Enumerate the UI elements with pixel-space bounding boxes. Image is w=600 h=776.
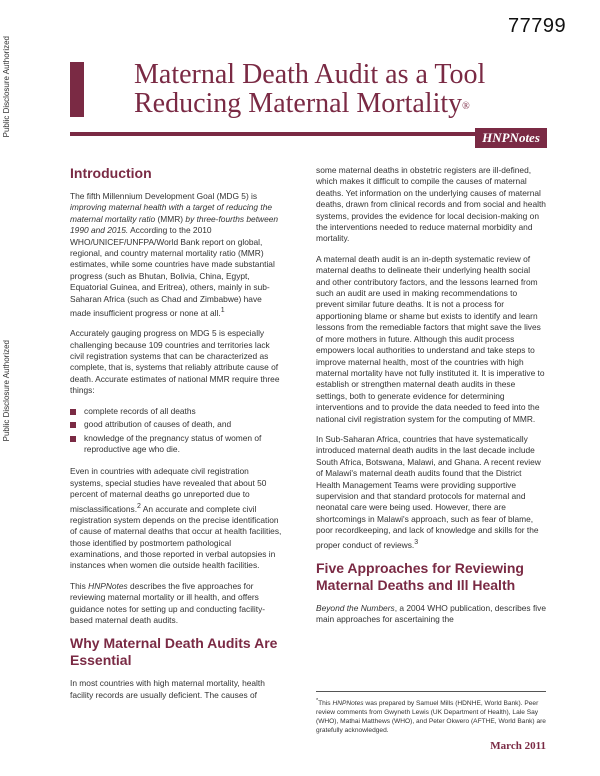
list-item	[70, 406, 284, 417]
intro-paragraph-3	[70, 466, 284, 571]
intro-p1-b: improving maternal health with a target of reducing the maternal mortality ratio	[70, 202, 273, 224]
intro-paragraph-1	[70, 191, 284, 319]
intro-p4-em: HNPNotes	[88, 580, 128, 591]
title-accent-bar	[70, 62, 84, 117]
title-mark: ®	[462, 101, 470, 112]
title-line-2	[134, 89, 485, 118]
left-column	[70, 165, 284, 710]
intro-p1-a: The fifth Millennium Development Goal (MDG 5) is	[70, 191, 258, 201]
why-paragraph-4	[316, 434, 546, 551]
document-id: 77799	[508, 15, 567, 37]
bullet-square	[70, 409, 76, 415]
intro-paragraph-2: Accurately gauging progress on MDG 5 is especially challenging because 109 countries and territories lack civil registration systems that can be characterized as complete, that is, systems that reliably attribute cause of death. Accurate estimates of national MMR require three things:	[70, 328, 280, 396]
intro-heading: Introduction	[70, 165, 152, 181]
publication-date: March 2011	[490, 740, 546, 752]
footnote-marker: *	[316, 698, 319, 704]
disclosure-label-top: Public Disclosure Authorized	[2, 36, 11, 138]
bullet-square	[70, 436, 76, 442]
footnote-ref-1: 1	[220, 307, 225, 315]
footnote-a: This	[318, 700, 333, 708]
intro-p4-b: describes the five approaches for reviewing maternal mortality or ill health, and offers guidance notes for setting up and conducting facility-based maternal death audits.	[70, 580, 266, 625]
why-p4-a: In Sub-Saharan Africa, countries that have systematically introduced maternal death audits in the last decade include South Africa, Botswana, Malawi, and Ghana. A recent review of Malawi's maternal death audits found that the District Health Management Teams were providing supportive supervision and that standard protocols for maternal and neonatal care were being used. However, there are shortcomings in Malawi's approach, such as fear of blame, poor recordkeeping, and lack of knowledge and skills for the proper conduct of reviews.	[316, 433, 541, 550]
intro-p1-d: by three-fourths between 1990 and 2015.	[70, 213, 279, 236]
five-approaches-heading: Five Approaches for Reviewing Maternal Deaths and Ill Health	[316, 559, 524, 593]
title-line-2-text: Reducing Maternal Mortality	[134, 88, 463, 119]
intro-p4-a: This	[70, 580, 89, 591]
footnote-ref-3: 3	[414, 538, 419, 546]
five-p1-em: Beyond the Numbers	[316, 602, 395, 613]
why-heading: Why Maternal Death Audits Are Essential	[70, 635, 278, 669]
disclosure-label-middle: Public Disclosure Authorized	[2, 340, 11, 442]
list-item-text: good attribution of causes of death, and	[84, 419, 232, 430]
intro-p1-e: According to the 2010 WHO/UNICEF/UNFPA/World Bank report on global, regional, and country maternal mortality ratio (MMR) estimates, while some countries have made substantial progress (such as Bhutan, Bolivia, China, Egypt, Equatorial Guinea, and Eritrea), others, mainly in sub-Saharan Africa (such as Chad and Zimbabwe) have made insufficient progress or none at all.	[70, 225, 275, 318]
footnote-em: HNPNotes	[332, 700, 364, 708]
intro-p3-b: An accurate and complete civil registration system depends on the precise identification of cause of maternal deaths that occur at health facilities, those identified by postmortem pathological examinations, and those reported in verbal autopsies in instances when women die outside health facilities.	[70, 503, 282, 571]
five-paragraph-1	[316, 603, 546, 626]
five-p1-b: , a 2004 WHO publication, describes five main approaches for ascertaining the	[316, 602, 546, 625]
right-column	[316, 165, 546, 635]
series-badge: HNPNotes	[475, 128, 547, 148]
footnote-b: was prepared by Samuel Mills (HDNHE, World Bank). Peer review comments from Gwyneth Lewis (UK Department of Health), Lale Say (WHO), Mathai Matthews (WHO), and Peter Okwero (AFTHE, World Bank) are gratefully acknowledged.	[316, 700, 546, 735]
list-item	[70, 419, 284, 430]
page-title	[134, 60, 485, 118]
series-rule	[70, 132, 475, 136]
bullet-square	[70, 422, 76, 428]
intro-paragraph-4	[70, 581, 284, 627]
why-paragraph-2: some maternal deaths in obstetric registers are ill-defined, which makes it difficult to compile the causes of maternal deaths. Yet information on the underlying causes of maternal deaths, drawn from clinical records and from social and health systems, provides the evidence for local decision-making on the interventions needed to reduce maternal morbidity and mortality.	[316, 165, 546, 244]
intro-p1-c: (MMR)	[155, 213, 186, 224]
intro-p3-a: Even in countries with adequate civil registration systems, special studies have revealed that about 50 percent of maternal deaths go unreported due to misclassifications.	[70, 466, 267, 514]
requirements-list	[70, 406, 284, 456]
title-line-1: Maternal Death Audit as a Tool	[134, 59, 486, 90]
list-item-text: knowledge of the pregnancy status of women of reproductive age who die.	[84, 432, 262, 454]
why-paragraph-1: In most countries with high maternal mortality, health facility records are usually deficient. The causes of	[70, 678, 265, 700]
list-item-text: complete records of all deaths	[84, 405, 196, 416]
why-paragraph-3: A maternal death audit is an in-depth systematic review of maternal deaths to delineate their underlying health social and other contributory factors, and the lessons learned from such an audit are used in making recommendations to prevent similar future deaths. It is not a process for apportioning blame or shame but exists to identify and learn lessons from the remediable factors that might save the lives of more mothers in future. Although this audit process empowers local authorities to understand and take steps to improve maternal health, most of the countries with high maternal mortality have not fully instituted it. It is imperative to establish or strengthen maternal death audits in these settings, both to generate evidence for determining interventions and to provide the data needed to feed into the national civil registration system for the computing of MMR.	[316, 253, 545, 424]
footnote	[316, 691, 546, 735]
footnote-ref-2: 2	[137, 502, 141, 510]
list-item	[70, 433, 284, 456]
